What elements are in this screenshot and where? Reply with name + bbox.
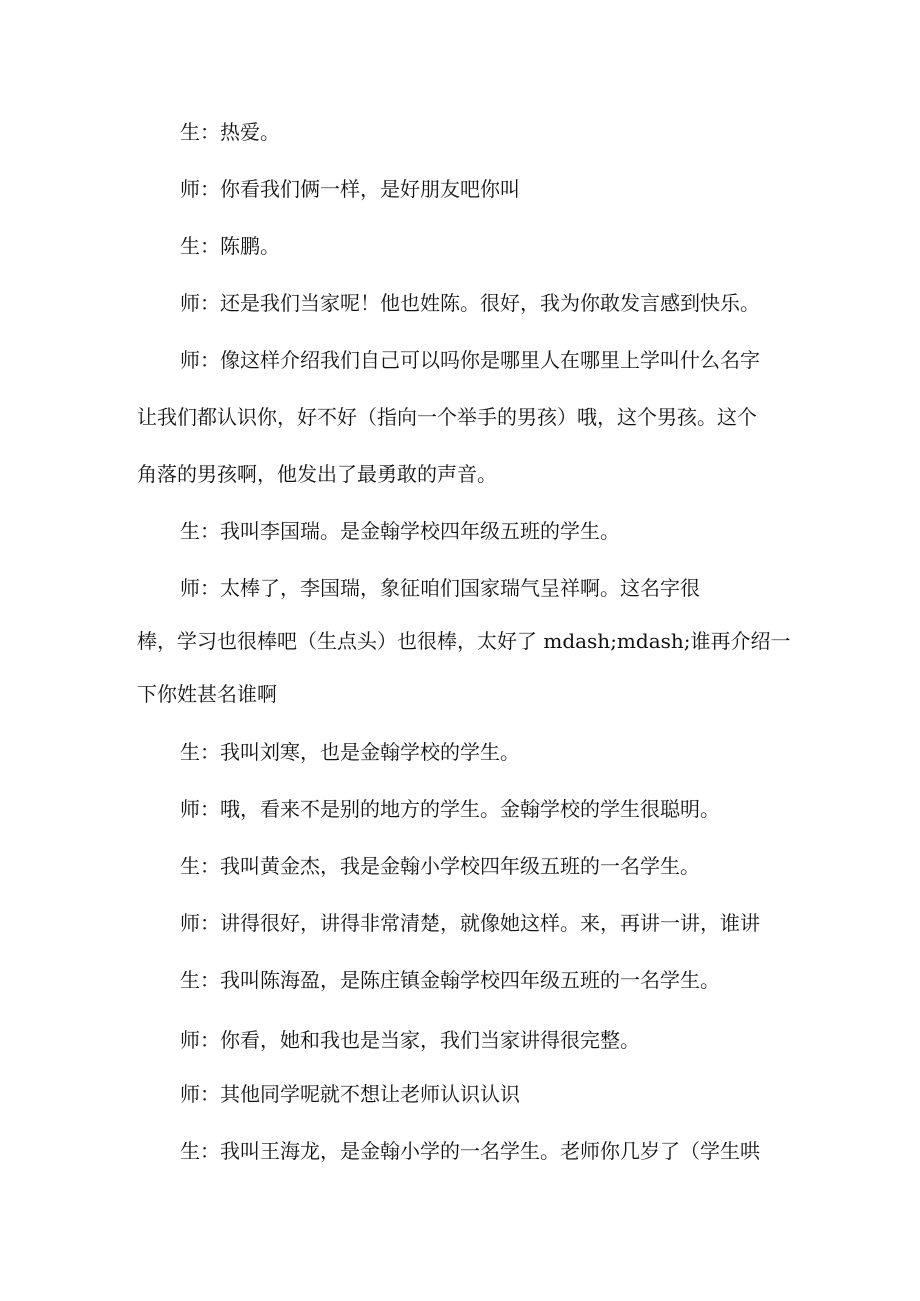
dialogue-line: 师：你看，她和我也是当家，我们当家讲得很完整。: [180, 1028, 640, 1052]
dialogue-line: 下你姓甚名谁啊: [137, 682, 277, 706]
dialogue-line: 师：还是我们当家呢！他也姓陈。很好，我为你敢发言感到快乐。: [180, 291, 760, 315]
dialogue-line: 让我们都认识你，好不好（指向一个举手的男孩）哦，这个男孩。这个: [137, 405, 757, 429]
dialogue-line: 师：讲得很好，讲得非常清楚，就像她这样。来，再讲一讲，谁讲: [180, 911, 760, 935]
dialogue-line: 棒，学习也很棒吧（生点头）也很棒，太好了 mdash;mdash;谁再介绍一: [137, 629, 791, 653]
dialogue-line: 生：我叫李国瑞。是金翰学校四年级五班的学生。: [180, 519, 620, 543]
dialogue-line: 生：我叫刘寒，也是金翰学校的学生。: [180, 740, 520, 764]
dialogue-line: 生：我叫黄金杰，我是金翰小学校四年级五班的一名学生。: [180, 854, 700, 878]
dialogue-line: 师：太棒了，李国瑞，象征咱们国家瑞气呈祥啊。这名字很: [180, 576, 700, 600]
dialogue-line: 角落的男孩啊，他发出了最勇敢的声音。: [137, 462, 497, 486]
dialogue-line: 生：我叫王海龙，是金翰小学的一名学生。老师你几岁了（学生哄: [180, 1139, 760, 1163]
dialogue-line: 师：其他同学呢就不想让老师认识认识: [180, 1082, 520, 1106]
dialogue-line: 生：热爱。: [180, 120, 280, 144]
dialogue-line: 生：陈鹏。: [180, 234, 280, 258]
dialogue-line: 生：我叫陈海盈，是陈庄镇金翰学校四年级五班的一名学生。: [180, 968, 720, 992]
dialogue-line: 师：你看我们俩一样，是好朋友吧你叫: [180, 177, 520, 201]
dialogue-line: 师：哦，看来不是别的地方的学生。金翰学校的学生很聪明。: [180, 797, 720, 821]
dialogue-line: 师：像这样介绍我们自己可以吗你是哪里人在哪里上学叫什么名字: [180, 348, 760, 372]
